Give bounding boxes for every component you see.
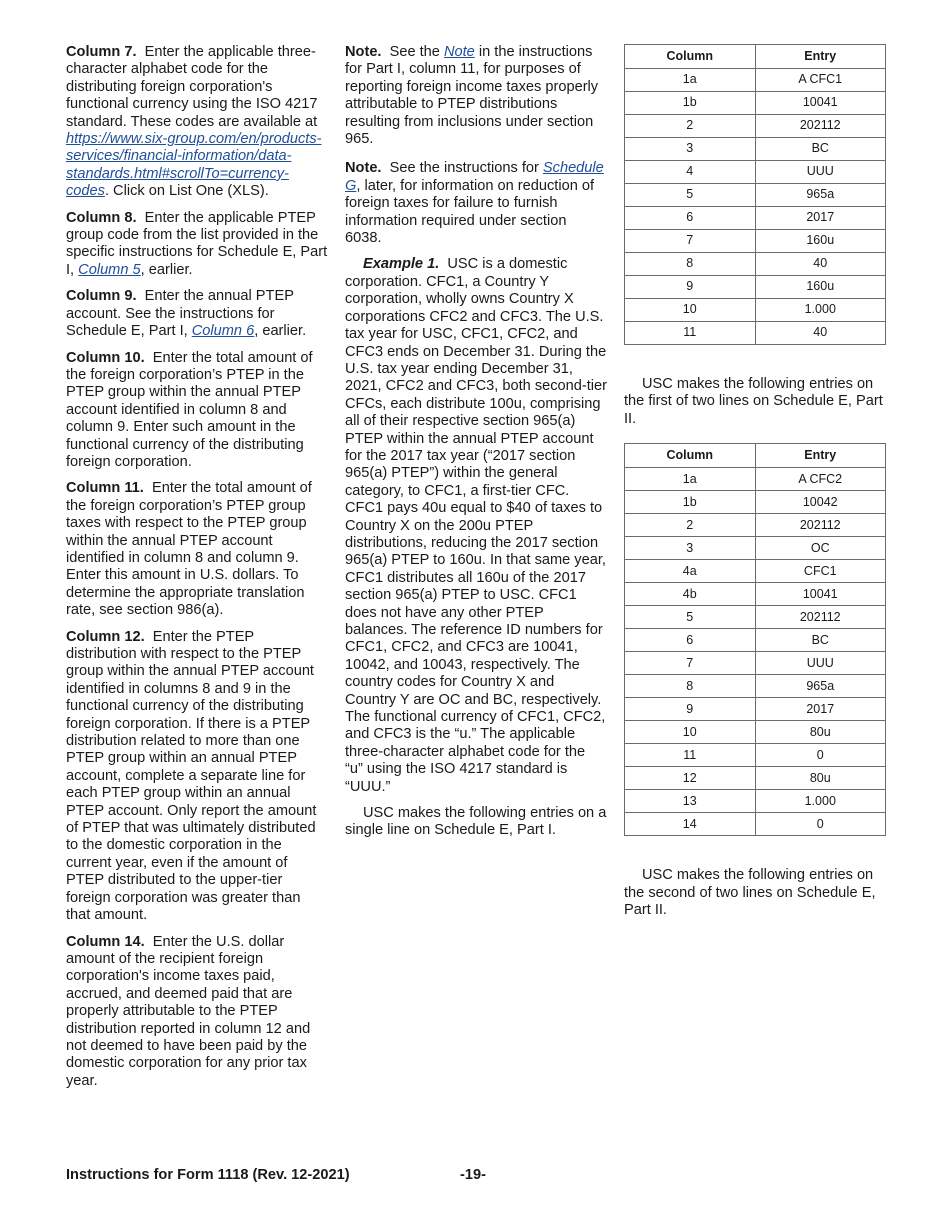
column-header: Column [625, 444, 756, 468]
column-11-paragraph: Column 11. Enter the total amount of the foreign corporation’s PTEP group taxes with respect to the PTEP group within the annual PTEP account identified in column 8 and column 9. Enter this amount in U.S. dollars. To determine the appropriate translation rate, see section 986(a). [66, 480, 312, 619]
column-10-heading: Column 10. [66, 349, 145, 366]
table-row: 9 160u [625, 276, 886, 299]
column-8-paragraph: Column 8. Enter the applicable PTEP group code from the list provided in the specific instructions for Schedule E, Part I, Column 5, earlier. [66, 209, 328, 278]
column-9-paragraph: Column 9. Enter the annual PTEP account. See the instructions for Schedule E, Part I, Column 6, earlier. [66, 288, 307, 340]
table-row: 6 BC [625, 629, 886, 652]
table-row: 1a A CFC2 [625, 468, 886, 491]
column-14-heading: Column 14. [66, 933, 145, 950]
six-group-currency-codes-link[interactable]: https://www.six-group.com/en/products-services/financial-information/data-standards.html#scrollTo=currency-codes [66, 131, 322, 200]
table-row: 2 202112 [625, 514, 886, 537]
column-11-heading: Column 11. [66, 480, 144, 497]
table-row: 10 80u [625, 721, 886, 744]
table-row: 4 UUU [625, 161, 886, 184]
table-row: 1b 10041 [625, 92, 886, 115]
example-1-heading: Example 1. [363, 256, 440, 273]
table-row: 13 1.000 [625, 790, 886, 813]
table-row: 3 OC [625, 537, 886, 560]
table-row: 5 202112 [625, 606, 886, 629]
column-10-paragraph: Column 10. Enter the total amount of the foreign corporation’s PTEP in the PTEP group within the annual PTEP account identified in column 8 and column 9. Enter such amount in the functional currency of the distributing foreign corporation. [66, 349, 313, 470]
column-14-paragraph: Column 14. Enter the U.S. dollar amount of the recipient foreign corporation's income taxes paid, accrued, and deemed paid that are properly attributable to the PTEP distribution reported in column 12 and not deemed to have been paid by the domestic corporation for any prior tax year. [66, 933, 311, 1089]
table-row: 7 UUU [625, 652, 886, 675]
page-number: -19- [460, 1167, 486, 1183]
table-header-row [625, 444, 886, 468]
note-link[interactable]: Note [443, 44, 475, 60]
table-row: 1a A CFC1 [625, 69, 886, 92]
schedule-e-part-1-table [624, 44, 886, 345]
table-row: 8 40 [625, 253, 886, 276]
table-row: 11 40 [625, 322, 886, 345]
table-row: 7 160u [625, 230, 886, 253]
note-ptep-965-paragraph: Note. See the Note in the instructions for Part I, column 11, for purposes of reporting foreign income taxes properly attributable to PTEP distributions resulting from inclusions under section 965. [345, 44, 599, 148]
column-7-heading: Column 7. [66, 44, 137, 60]
column-5-link[interactable]: Column 5 [78, 261, 141, 278]
column-12-paragraph: Column 12. Enter the PTEP distribution with respect to the PTEP group within the annual PTEP account identified in columns 8 and 9 in the functional currency of the distributing foreign corporation. If there is a PTEP distribution related to more than one PTEP group within an annual PTEP account, complete a separate line for each PTEP group within an annual PTEP account. Only report the amount of PTEP that was ultimately distributed to the domestic corporation in the current year, even if the amount of PTEP distributed to the upper-tier foreign corporation was greater than that amount. [66, 628, 317, 924]
table-row: 2 202112 [625, 115, 886, 138]
table-row: 11 0 [625, 744, 886, 767]
table-row: 4a CFC1 [625, 560, 886, 583]
column-7-paragraph: Column 7. Enter the applicable three-character alphabet code for the distributing foreign corporation's functional currency using the ISO 4217 standard. These codes are available at https://www.six-group.com/en/products-services/financial-information/data-standards.html#scrollTo=currency-codes. Click on List One (XLS). [66, 44, 322, 200]
example-1-paragraph: Example 1. USC is a domestic corporation. CFC1, a Country Y corporation, wholly owns Country X corporations CFC2 and CFC3. The U.S. tax year for USC, CFC1, CFC2, and CFC3 ends on December 31. During the U.S. tax year ending December 31, 2021, CFC2 and CFC3, both second-tier CFCs, each distribute 100u, comprising all of their respective section 965(a) PTEP within the annual PTEP account for the 2017 tax year (“2017 section 965(a) PTEP”) within the general category, to CFC1, a first-tier CFC. CFC1 pays 40u equal to $40 of taxes to Country X on the 200u PTEP distributions, reducing the 2017 section 965(a) PTEP to 160u. In that same year, CFC1 distributes all 160u of the 2017 section 965(a) PTEP to USC. CFC1 does not have any other PTEP balances. The reference ID numbers for CFC1, CFC2, and CFC3 are 10041, 10042, and 10043, respectively. The country codes for Country X and Country Y are OC and BC, respectively. The functional currency of CFC1, CFC2, and CFC3 is the “u.” The applicable three-character alphabet code for the “u” using the ISO 4217 standard is “UUU.” [345, 256, 608, 795]
column-8-heading: Column 8. [66, 209, 137, 226]
table-row: 14 0 [625, 813, 886, 836]
table-row: 1b 10042 [625, 491, 886, 514]
entry-header: Entry [755, 45, 886, 69]
column-6-link[interactable]: Column 6 [191, 323, 255, 340]
table-row: 6 2017 [625, 207, 886, 230]
table-row: 3 BC [625, 138, 886, 161]
schedule-e-part-2-second-line-intro: USC makes the following entries on the second of two lines on Schedule E, Part II. [624, 867, 876, 919]
note-heading: Note. [345, 160, 382, 177]
schedule-e-part-2-first-line-intro: USC makes the following entries on the first of two lines on Schedule E, Part II. [624, 376, 883, 427]
schedule-e-part-1-intro: USC makes the following entries on a single line on Schedule E, Part I. [345, 805, 607, 839]
table-row: 8 965a [625, 675, 886, 698]
table-row: 12 80u [625, 767, 886, 790]
column-9-heading: Column 9. [66, 288, 137, 305]
note-heading: Note. [345, 44, 382, 60]
table-row: 10 1.000 [625, 299, 886, 322]
schedule-g-link[interactable]: Schedule G [345, 160, 604, 194]
middle-column [345, 44, 607, 849]
entry-header: Entry [755, 444, 886, 468]
table-row: 4b 10041 [625, 583, 886, 606]
left-column [66, 44, 328, 1099]
note-schedule-g-paragraph: Note. See the instructions for Schedule G, later, for information on reduction of foreign taxes for failure to furnish information required under section 6038. [345, 160, 604, 247]
form-title: Instructions for Form 1118 (Rev. 12-2021) [66, 1167, 350, 1183]
table-row: 9 2017 [625, 698, 886, 721]
column-header: Column [625, 45, 756, 69]
column-12-heading: Column 12. [66, 628, 145, 645]
schedule-e-part-2-table [624, 443, 886, 836]
table-header-row [625, 45, 886, 69]
right-column [624, 44, 886, 928]
table-row: 5 965a [625, 184, 886, 207]
